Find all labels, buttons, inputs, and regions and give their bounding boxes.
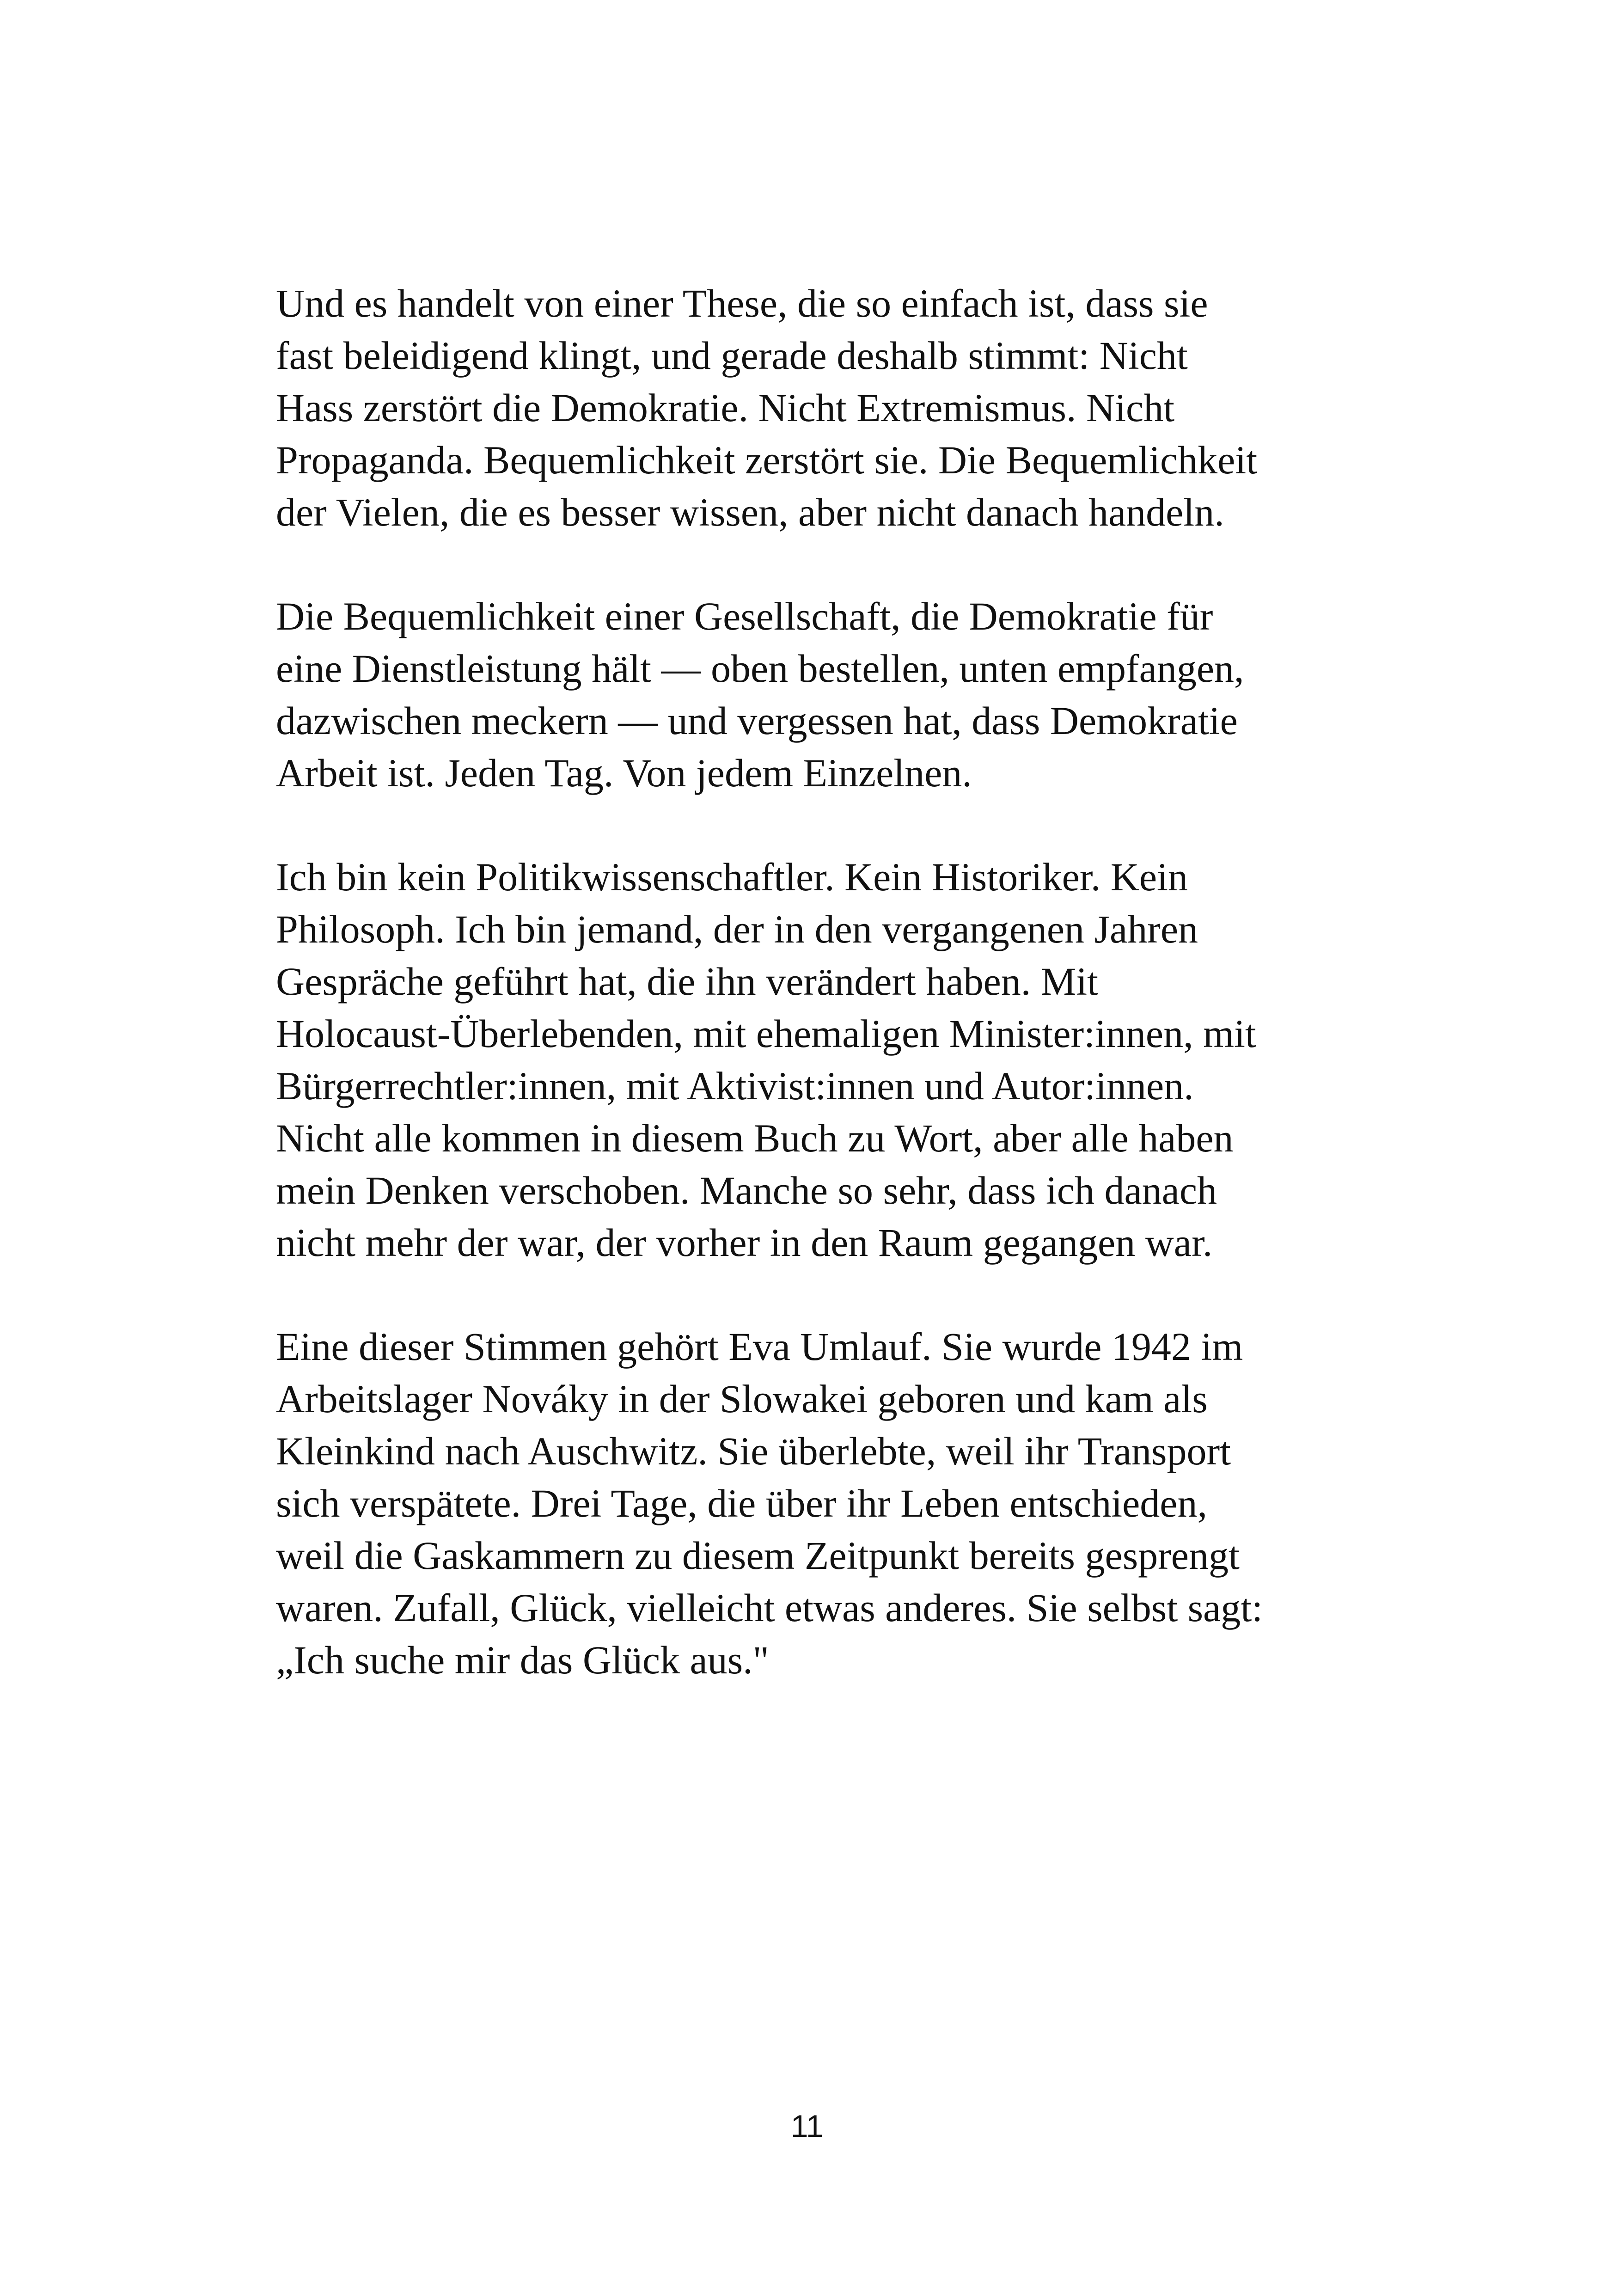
text-line: der Vielen, die es besser wissen, aber nicht danach handeln. (276, 490, 1224, 534)
text-line: Ich bin kein Politikwissenschaftler. Kein Historiker. Kein (276, 855, 1188, 899)
text-line: Bürgerrechtler:innen, mit Aktivist:innen und Autor:innen. (276, 1064, 1194, 1108)
text-line: Und es handelt von einer These, die so einfach ist, dass sie (276, 281, 1208, 325)
text-line: Arbeitslager Nováky in der Slowakei geboren und kam als (276, 1377, 1208, 1421)
page-number: 11 (790, 2109, 824, 2144)
text-line: Hass zerstört die Demokratie. Nicht Extremismus. Nicht (276, 386, 1175, 430)
body-text (276, 277, 1339, 1686)
text-line: Eine dieser Stimmen gehört Eva Umlauf. Sie wurde 1942 im (276, 1324, 1243, 1369)
text-line: mein Denken verschoben. Manche so sehr, dass ich danach (276, 1168, 1217, 1212)
text-line: eine Dienstleistung hält — oben bestellen, unten empfangen, (276, 646, 1244, 691)
text-line: Holocaust-Überlebenden, mit ehemaligen Minister:innen, mit (276, 1011, 1256, 1056)
text-line: sich verspätete. Drei Tage, die über ihr Leben entschieden, (276, 1481, 1207, 1525)
text-line: weil die Gaskammern zu diesem Zeitpunkt bereits gesprengt (276, 1533, 1240, 1578)
paragraph-1 (276, 277, 1339, 539)
text-line: Arbeit ist. Jeden Tag. Von jedem Einzelnen. (276, 751, 972, 795)
text-line: Philosoph. Ich bin jemand, der in den vergangenen Jahren (276, 907, 1198, 951)
text-line: nicht mehr der war, der vorher in den Raum gegangen war. (276, 1220, 1213, 1265)
text-line: dazwischen meckern — und vergessen hat, dass Demokratie (276, 698, 1238, 743)
text-line: Gespräche geführt hat, die ihn verändert haben. Mit (276, 959, 1099, 1004)
text-line: fast beleidigend klingt, und gerade deshalb stimmt: Nicht (276, 333, 1188, 378)
text-line: Die Bequemlichkeit einer Gesellschaft, die Demokratie für (276, 594, 1213, 638)
paragraph-4 (276, 1321, 1339, 1686)
paragraph-3 (276, 851, 1339, 1269)
text-line: Nicht alle kommen in diesem Buch zu Wort, aber alle haben (276, 1116, 1234, 1160)
text-line: waren. Zufall, Glück, vielleicht etwas anderes. Sie selbst sagt: (276, 1586, 1263, 1630)
paragraph-2 (276, 590, 1339, 799)
text-line: Propaganda. Bequemlichkeit zerstört sie. Die Bequemlichkeit (276, 438, 1258, 482)
text-line: Kleinkind nach Auschwitz. Sie überlebte, weil ihr Transport (276, 1429, 1231, 1473)
text-line: „Ich suche mir das Glück aus." (276, 1638, 769, 1682)
